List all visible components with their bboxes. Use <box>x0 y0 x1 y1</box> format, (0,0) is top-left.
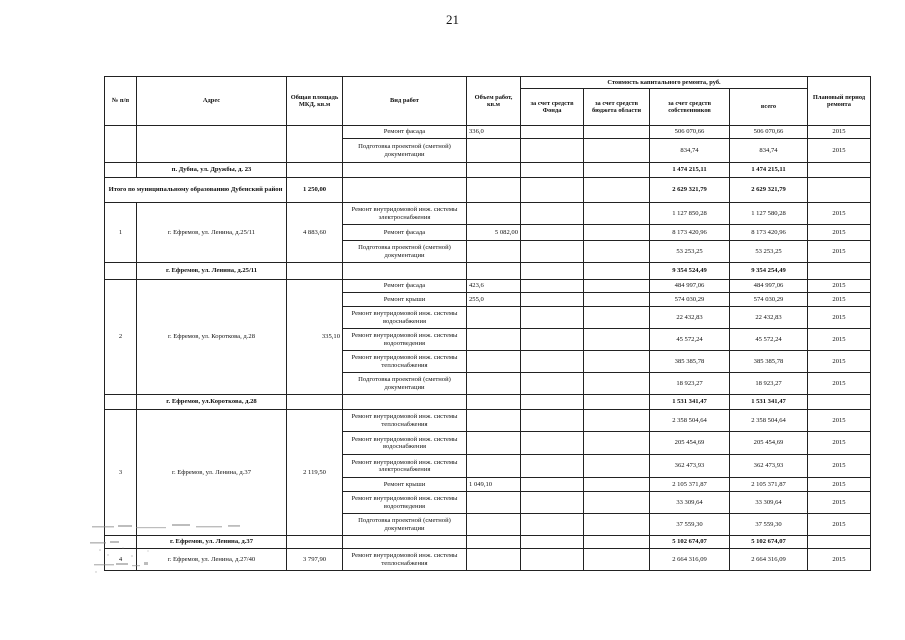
cell-owners: 205 454,69 <box>650 432 730 455</box>
cell-owners: 2 358 504,64 <box>650 410 730 432</box>
cell-region <box>584 225 650 241</box>
cell-volume: 255,0 <box>467 293 521 307</box>
cell-work: Ремонт фасада <box>343 225 467 241</box>
cell-period: 2015 <box>808 373 871 395</box>
cell-work: Ремонт внутридомовой инж. системы водоснабжения <box>343 307 467 329</box>
cell-num: 4 <box>105 549 137 571</box>
cell-total: 1 474 215,11 <box>730 163 808 178</box>
subtotal-row <box>105 536 871 549</box>
cell-total: 2 629 321,79 <box>730 178 808 203</box>
cell-total: 5 102 674,07 <box>730 536 808 549</box>
cell-total: 385 385,78 <box>730 351 808 373</box>
cell-work: Ремонт внутридомовой инж. системы теплоснабжения <box>343 410 467 432</box>
cell-work: Ремонт внутридомовой инж. системы электроснабжения <box>343 455 467 478</box>
cell-fund <box>521 351 584 373</box>
cell-region <box>584 126 650 139</box>
cell-owners: 2 105 371,87 <box>650 478 730 492</box>
cell-area <box>287 263 343 280</box>
cell-address: г. Ефремов, ул. Ленина, д.37 <box>137 410 287 536</box>
cell-area <box>287 536 343 549</box>
cell-region <box>584 536 650 549</box>
table-row <box>105 126 871 139</box>
cell-work: Ремонт крыши <box>343 293 467 307</box>
cell-period: 2015 <box>808 549 871 571</box>
cell-period <box>808 395 871 410</box>
cell-fund <box>521 432 584 455</box>
cell-region <box>584 410 650 432</box>
table-row <box>105 203 871 225</box>
cell-owners: 2 664 316,09 <box>650 549 730 571</box>
cell-total: 8 173 420,96 <box>730 225 808 241</box>
cell-region <box>584 329 650 351</box>
cell-region <box>584 549 650 571</box>
cell-volume: 1 049,10 <box>467 478 521 492</box>
header-num: № п/п <box>105 77 137 126</box>
cell-address: г. Ефремов, ул. Ленина, д.25/11 <box>137 203 287 263</box>
cell-period: 2015 <box>808 351 871 373</box>
cell-fund <box>521 455 584 478</box>
cell-fund <box>521 536 584 549</box>
cell-work: Подготовка проектной (сметной) документации <box>343 139 467 163</box>
cell-period: 2015 <box>808 478 871 492</box>
cell-work: Ремонт фасада <box>343 126 467 139</box>
cell-owners: 5 102 674,07 <box>650 536 730 549</box>
cell-work <box>343 178 467 203</box>
cell-region <box>584 139 650 163</box>
cell-period: 2015 <box>808 126 871 139</box>
cell-owners: 8 173 420,96 <box>650 225 730 241</box>
cell-owners: 2 629 321,79 <box>650 178 730 203</box>
cell-work: Подготовка проектной (сметной) документации <box>343 373 467 395</box>
cell-num <box>105 163 137 178</box>
subtotal-label: г. Ефремов, ул. Ленина, д.25/11 <box>137 263 287 280</box>
cell-work <box>343 263 467 280</box>
table-header <box>105 77 871 126</box>
subtotal-row <box>105 163 871 178</box>
cell-region <box>584 478 650 492</box>
cell-period: 2015 <box>808 455 871 478</box>
cell-volume <box>467 139 521 163</box>
cell-total: 574 030,29 <box>730 293 808 307</box>
cell-period: 2015 <box>808 293 871 307</box>
cell-area <box>287 163 343 178</box>
cell-fund <box>521 139 584 163</box>
cell-volume <box>467 410 521 432</box>
cell-area: 335,10 <box>287 280 343 395</box>
cell-work: Ремонт внутридомовой инж. системы водоотведения <box>343 329 467 351</box>
cell-area: 1 250,00 <box>287 178 343 203</box>
cell-region <box>584 241 650 263</box>
cell-total: 2 664 316,09 <box>730 549 808 571</box>
subtotal-label: г. Ефремов, ул.Короткова, д.28 <box>137 395 287 410</box>
cell-address: г. Ефремов, ул. Короткова, д.28 <box>137 280 287 395</box>
header-address: Адрес <box>137 77 287 126</box>
cell-fund <box>521 492 584 514</box>
cell-period: 2015 <box>808 514 871 536</box>
cell-volume <box>467 178 521 203</box>
cell-volume <box>467 373 521 395</box>
cell-region <box>584 163 650 178</box>
cell-volume <box>467 536 521 549</box>
cell-work: Ремонт внутридомовой инж. системы водоотведения <box>343 492 467 514</box>
cell-owners: 484 997,06 <box>650 280 730 293</box>
cell-period: 2015 <box>808 307 871 329</box>
cell-period: 2015 <box>808 410 871 432</box>
header-total: всего <box>730 89 808 126</box>
cell-fund <box>521 307 584 329</box>
cell-work: Ремонт внутридомовой инж. системы электроснабжения <box>343 203 467 225</box>
cell-total: 1 531 341,47 <box>730 395 808 410</box>
cell-region <box>584 178 650 203</box>
subtotal-row <box>105 178 871 203</box>
cell-owners: 1 531 341,47 <box>650 395 730 410</box>
cell-owners: 506 070,66 <box>650 126 730 139</box>
cell-volume <box>467 455 521 478</box>
cell-num: 2 <box>105 280 137 395</box>
cell-fund <box>521 163 584 178</box>
cell-owners: 45 572,24 <box>650 329 730 351</box>
cell-period: 2015 <box>808 492 871 514</box>
cell-total: 9 354 254,49 <box>730 263 808 280</box>
cell-volume <box>467 329 521 351</box>
cell-period: 2015 <box>808 329 871 351</box>
cell-volume <box>467 432 521 455</box>
cell-total: 2 358 504,64 <box>730 410 808 432</box>
cell-owners: 385 385,78 <box>650 351 730 373</box>
cell-volume: 5 082,00 <box>467 225 521 241</box>
subtotal-label: п. Дубна, ул. Дружбы, д. 23 <box>137 163 287 178</box>
page-number: 21 <box>446 12 459 27</box>
cell-num <box>105 263 137 280</box>
cell-fund <box>521 549 584 571</box>
cell-fund <box>521 293 584 307</box>
cell-owners: 18 923,27 <box>650 373 730 395</box>
cell-fund <box>521 478 584 492</box>
cell-owners: 1 127 850,28 <box>650 203 730 225</box>
cell-period <box>808 178 871 203</box>
repair-cost-table <box>104 76 871 571</box>
subtotal-row <box>105 263 871 280</box>
cell-owners: 362 473,93 <box>650 455 730 478</box>
cell-fund <box>521 395 584 410</box>
cell-fund <box>521 203 584 225</box>
cell-period: 2015 <box>808 241 871 263</box>
cell-owners: 37 559,30 <box>650 514 730 536</box>
cell-volume <box>467 395 521 410</box>
cell-region <box>584 293 650 307</box>
cell-period <box>808 163 871 178</box>
header-period: Плановый период ремонта <box>808 77 871 126</box>
cell-volume <box>467 241 521 263</box>
cell-area <box>287 395 343 410</box>
cell-period: 2015 <box>808 280 871 293</box>
cell-fund <box>521 178 584 203</box>
cell-region <box>584 351 650 373</box>
cell-volume <box>467 263 521 280</box>
cell-work: Ремонт внутридомовой инж. системы водоснабжения <box>343 432 467 455</box>
cell-region <box>584 455 650 478</box>
cell-fund <box>521 329 584 351</box>
cell-period: 2015 <box>808 139 871 163</box>
cell-num <box>105 395 137 410</box>
cell-period: 2015 <box>808 203 871 225</box>
cell-volume <box>467 351 521 373</box>
subtotal-label: Итого по муниципальному образованию Дубенский район <box>105 178 287 203</box>
cell-fund <box>521 514 584 536</box>
cell-num <box>105 536 137 549</box>
cell-total: 1 127 580,28 <box>730 203 808 225</box>
cell-work <box>343 395 467 410</box>
cell-region <box>584 263 650 280</box>
cell-area <box>287 126 343 163</box>
cell-volume: 336,0 <box>467 126 521 139</box>
table-row <box>105 549 871 571</box>
header-volume: Объем работ, кв.м <box>467 77 521 126</box>
cell-owners: 574 030,29 <box>650 293 730 307</box>
cell-fund <box>521 263 584 280</box>
header-work-type: Вид работ <box>343 77 467 126</box>
cell-volume: 423,6 <box>467 280 521 293</box>
cell-region <box>584 395 650 410</box>
cell-address <box>137 126 287 163</box>
cell-region <box>584 514 650 536</box>
cell-total: 2 105 371,87 <box>730 478 808 492</box>
cell-total: 45 572,24 <box>730 329 808 351</box>
cell-fund <box>521 280 584 293</box>
cell-region <box>584 203 650 225</box>
cell-num: 3 <box>105 410 137 536</box>
cell-area: 3 797,90 <box>287 549 343 571</box>
cell-volume <box>467 203 521 225</box>
cell-total: 362 473,93 <box>730 455 808 478</box>
cell-work: Ремонт внутридомовой инж. системы теплоснабжения <box>343 549 467 571</box>
cell-total: 205 454,69 <box>730 432 808 455</box>
cell-owners: 53 253,25 <box>650 241 730 263</box>
cell-volume <box>467 307 521 329</box>
header-fund: за счет средств Фонда <box>521 89 584 126</box>
header-area: Общая площадь МКД, кв.м <box>287 77 343 126</box>
cell-work: Ремонт крыши <box>343 478 467 492</box>
cell-total: 18 923,27 <box>730 373 808 395</box>
cell-owners: 1 474 215,11 <box>650 163 730 178</box>
cell-region <box>584 432 650 455</box>
cell-owners: 33 309,64 <box>650 492 730 514</box>
cell-num: 1 <box>105 203 137 263</box>
cell-volume <box>467 549 521 571</box>
cell-work: Ремонт внутридомовой инж. системы теплоснабжения <box>343 351 467 373</box>
cell-period: 2015 <box>808 225 871 241</box>
cell-fund <box>521 373 584 395</box>
header-cost-group: Стоимость капитального ремонта, руб. <box>521 77 808 89</box>
cell-owners: 834,74 <box>650 139 730 163</box>
cell-work <box>343 163 467 178</box>
cell-fund <box>521 410 584 432</box>
table-row <box>105 280 871 293</box>
subtotal-label: г. Ефремов, ул. Ленина, д.37 <box>137 536 287 549</box>
cell-period <box>808 536 871 549</box>
cell-volume <box>467 163 521 178</box>
cell-total: 53 253,25 <box>730 241 808 263</box>
cell-work: Ремонт фасада <box>343 280 467 293</box>
cell-region <box>584 280 650 293</box>
cell-address: г. Ефремов, ул. Ленина, д.27/40 <box>137 549 287 571</box>
cell-owners: 9 354 524,49 <box>650 263 730 280</box>
cell-total: 33 309,64 <box>730 492 808 514</box>
cell-work <box>343 536 467 549</box>
cell-total: 834,74 <box>730 139 808 163</box>
header-owners: за счет средств собственников <box>650 89 730 126</box>
cell-volume <box>467 514 521 536</box>
cell-period: 2015 <box>808 432 871 455</box>
cell-region <box>584 307 650 329</box>
subtotal-row <box>105 395 871 410</box>
table-row <box>105 410 871 432</box>
cell-work: Подготовка проектной (сметной) документации <box>343 514 467 536</box>
cell-owners: 22 432,83 <box>650 307 730 329</box>
cell-area: 2 119,50 <box>287 410 343 536</box>
cell-region <box>584 373 650 395</box>
cell-num <box>105 126 137 163</box>
cell-period <box>808 263 871 280</box>
cell-fund <box>521 126 584 139</box>
cell-total: 37 559,30 <box>730 514 808 536</box>
cell-fund <box>521 241 584 263</box>
cell-fund <box>521 225 584 241</box>
cell-total: 484 997,06 <box>730 280 808 293</box>
cell-total: 506 070,66 <box>730 126 808 139</box>
cell-work: Подготовка проектной (сметной) документации <box>343 241 467 263</box>
cell-volume <box>467 492 521 514</box>
header-region: за счет средств бюджета области <box>584 89 650 126</box>
cell-total: 22 432,83 <box>730 307 808 329</box>
cell-region <box>584 492 650 514</box>
cell-area: 4 883,60 <box>287 203 343 263</box>
